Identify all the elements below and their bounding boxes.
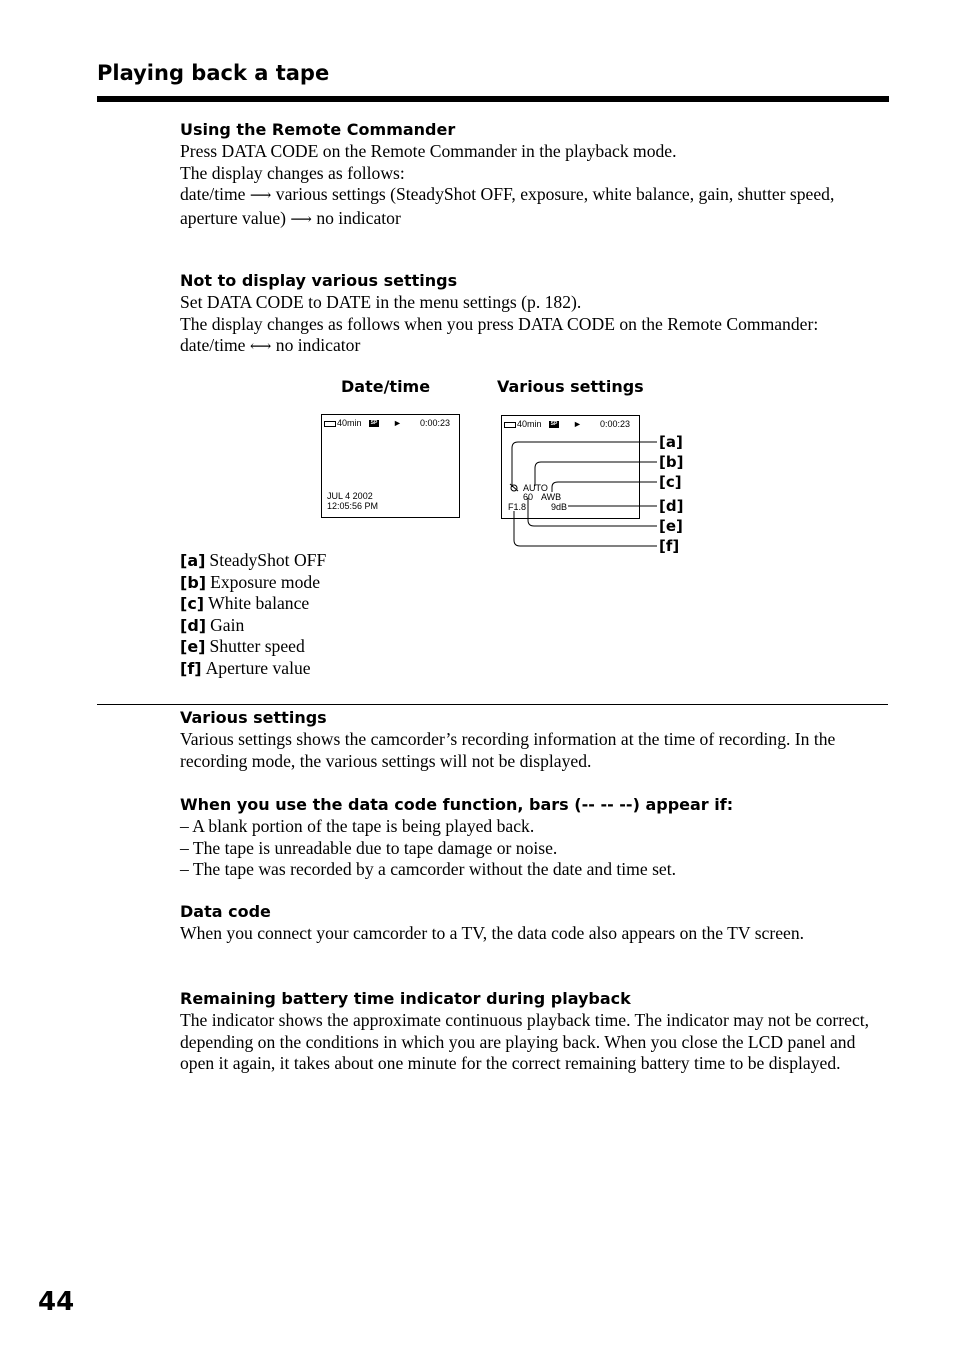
- legend-text: SteadyShot OFF: [209, 550, 327, 570]
- various-body: Various settings shows the camcorder’s recording information at the time of recording. In the recording mode, the various settings will not be displayed.: [180, 729, 836, 771]
- lcd-time: 12:05:56 PM: [327, 501, 379, 511]
- bars-heading: When you use the data code function, bars (-- -- --) appear if:: [180, 795, 734, 814]
- various-heading: Various settings: [180, 708, 327, 727]
- datacode-heading: Data code: [180, 902, 271, 921]
- legend-key: [f]: [180, 658, 202, 678]
- right-arrow-icon: ⟶: [290, 211, 312, 228]
- timecode: 0:00:23: [420, 418, 451, 428]
- not-display-heading: Not to display various settings: [180, 271, 458, 290]
- tag-c: [c]: [659, 473, 682, 491]
- white-balance: AWB: [541, 492, 562, 502]
- legend-item: [180, 593, 888, 615]
- leader-line-c: [552, 482, 657, 492]
- datacode-body: When you connect your camcorder to a TV, the data code also appears on the TV screen.: [180, 923, 805, 943]
- double-arrow-icon: ⟷: [249, 339, 272, 356]
- tag-f: [f]: [659, 537, 680, 555]
- legend-text: Exposure mode: [210, 571, 321, 592]
- caption-date-time: Date/time: [341, 377, 431, 396]
- battery-text: 40min: [337, 418, 362, 428]
- lcd-date: JUL 4 2002: [327, 491, 373, 501]
- sp-badge-icon: SP: [550, 421, 558, 428]
- not-display-line2-end: no indicator: [275, 335, 361, 356]
- legend-text: Gain: [210, 614, 245, 635]
- tag-a: [a]: [659, 433, 683, 451]
- seq-date-time: date/time: [180, 184, 246, 205]
- battery-heading: Remaining battery time indicator during playback: [180, 989, 631, 1008]
- leader-line-e: [528, 498, 657, 526]
- legend-item: [180, 550, 888, 572]
- datacode-section: [180, 901, 888, 945]
- not-display-line2-text: The display changes as follows when you press DATA CODE on the Remote Commander: date/time: [180, 313, 819, 356]
- bars-item: – The tape was recorded by a camcorder without the date and time set.: [180, 859, 677, 880]
- tag-e: [e]: [659, 517, 683, 535]
- shutter-speed: 60: [523, 492, 534, 502]
- legend-item: [180, 572, 888, 594]
- leader-line-a: [512, 442, 657, 487]
- gain-value: 9dB: [551, 502, 568, 512]
- remote-line2: The display changes as follows:: [180, 162, 405, 183]
- legend-key: [b]: [180, 572, 207, 592]
- legend-list: [180, 550, 888, 680]
- tag-b: [b]: [659, 453, 684, 471]
- not-display-line1: Set DATA CODE to DATE in the menu settings (p. 182).: [180, 292, 582, 312]
- legend-key: [e]: [180, 637, 206, 657]
- legend-text: White balance: [208, 593, 310, 614]
- legend-item: [180, 636, 888, 658]
- play-icon: ►: [393, 418, 402, 428]
- bars-item: – A blank portion of the tape is being played back.: [180, 816, 535, 836]
- battery-body: The indicator shows the approximate continuous playback time. The indicator may not be correct, depending on the conditions in which you are playing back. When you close the LCD panel and open it again, it takes about one minute for the correct remaining battery time to be displayed.: [180, 1010, 870, 1074]
- remote-line1: Press DATA CODE on the Remote Commander in the playback mode.: [180, 141, 677, 161]
- legend-text: Aperture value: [205, 657, 311, 678]
- exposure-mode: AUTO: [523, 483, 548, 493]
- legend-item: [180, 615, 888, 637]
- caption-various-settings: Various settings: [497, 377, 644, 396]
- legend-item: [180, 658, 888, 680]
- legend-text: Shutter speed: [209, 636, 305, 657]
- legend-key: [d]: [180, 615, 207, 635]
- timecode: 0:00:23: [600, 419, 631, 429]
- leader-line-f: [514, 511, 657, 546]
- play-icon: ►: [573, 419, 582, 429]
- seq-no-indicator: no indicator: [316, 207, 401, 228]
- bars-section: [180, 794, 888, 881]
- tag-d: [d]: [659, 497, 684, 515]
- page-title: Playing back a tape: [97, 61, 330, 85]
- bars-item: – The tape is unreadable due to tape damage or noise.: [180, 837, 558, 858]
- legend-key: [c]: [180, 594, 205, 614]
- various-section: [180, 707, 888, 772]
- battery-section: [180, 988, 888, 1075]
- page-number: 44: [38, 1287, 75, 1317]
- sp-badge-icon: SP: [370, 420, 378, 427]
- remote-heading: Using the Remote Commander: [180, 120, 456, 139]
- battery-text: 40min: [517, 419, 542, 429]
- seq-various: various settings (SteadyShot OFF, exposure, white balance, gain, shutter speed, aperture value): [180, 184, 835, 228]
- right-arrow-icon: ⟶: [249, 188, 272, 205]
- legend-key: [a]: [180, 551, 206, 570]
- aperture-value: F1.8: [508, 502, 527, 512]
- section-divider: [97, 704, 888, 705]
